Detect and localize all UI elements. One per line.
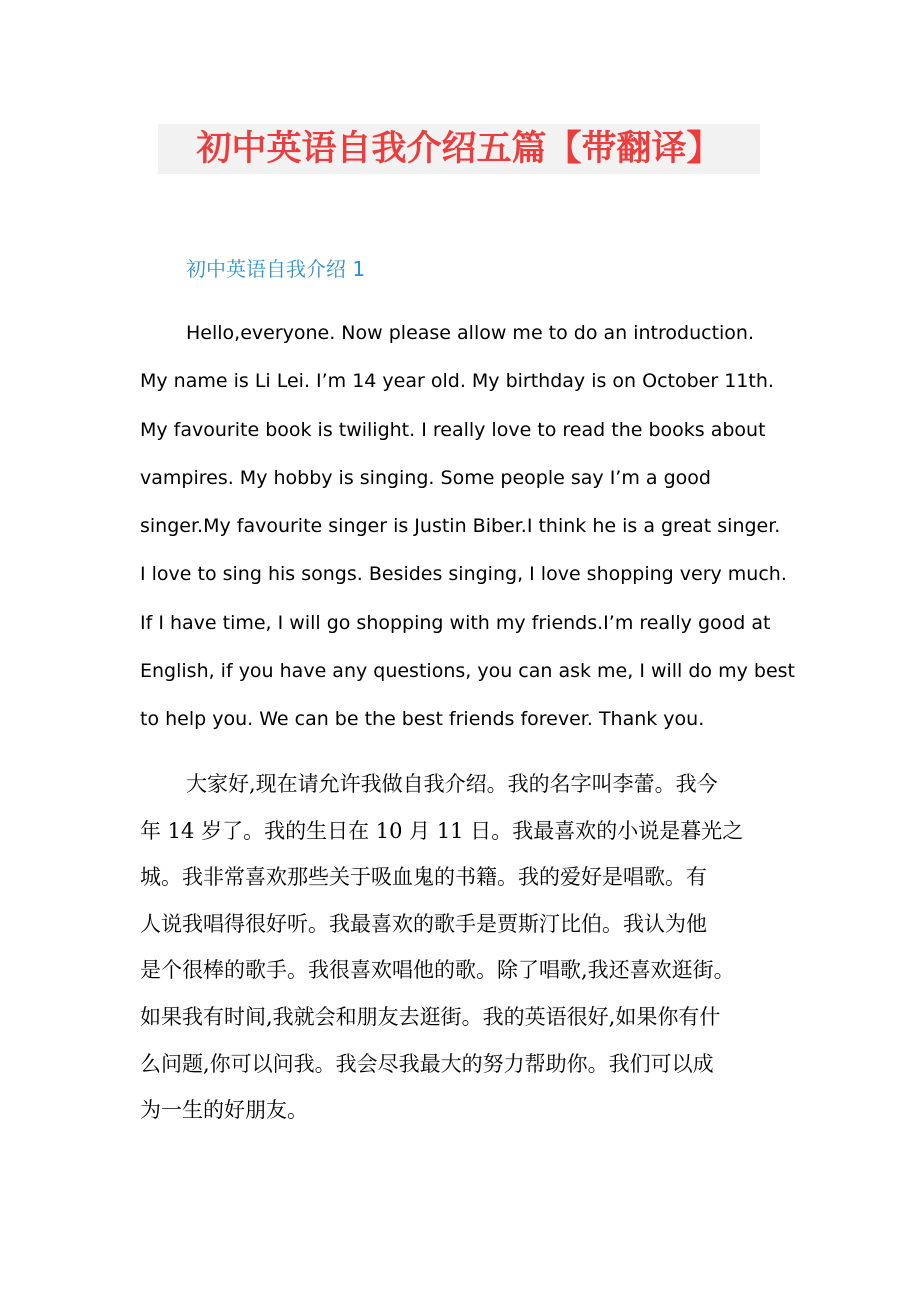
- english-line: to help you. We can be the best friends forever. Thank you.: [140, 708, 705, 731]
- english-line: If I have time, I will go shopping with my friends.I’m really good at: [140, 611, 771, 634]
- english-line: English, if you have any questions, you can ask me, I will do my best: [140, 660, 795, 683]
- chinese-line: 年 14 岁了。我的生日在 10 月 11 日。我最喜欢的小说是暮光之: [140, 818, 744, 843]
- chinese-line: 如果我有时间,我就会和朋友去逛街。我的英语很好,如果你有什: [140, 1004, 721, 1029]
- chinese-line: 是个很棒的歌手。我很喜欢唱他的歌。除了唱歌,我还喜欢逛街。: [140, 958, 735, 983]
- chinese-line: 大家好,现在请允许我做自我介绍。我的名字叫李蕾。我今: [186, 772, 718, 796]
- english-line: singer.My favourite singer is Justin Biber.I think he is a great singer.: [140, 515, 781, 538]
- chinese-paragraph: [140, 767, 790, 1140]
- chinese-line: 城。我非常喜欢那些关于吸血鬼的书籍。我的爱好是唱歌。有: [140, 865, 707, 890]
- chinese-line: 人说我唱得很好听。我最喜欢的歌手是贾斯汀比伯。我认为他: [140, 911, 707, 936]
- chinese-line: 为一生的好朋友。: [140, 1098, 308, 1123]
- section-heading: 初中英语自我介绍 1: [186, 257, 366, 281]
- english-line: vampires. My hobby is singing. Some people say I’m a good: [140, 466, 711, 489]
- english-line: I love to sing his songs. Besides singing, I love shopping very much.: [140, 563, 787, 586]
- document-title: 初中英语自我介绍五篇【带翻译】: [158, 124, 760, 174]
- chinese-line: 么问题,你可以问我。我会尽我最大的努力帮助你。我们可以成: [140, 1051, 714, 1076]
- english-paragraph: [140, 316, 795, 751]
- english-line: My favourite book is twilight. I really love to read the books about: [140, 418, 766, 441]
- english-line: Hello,everyone. Now please allow me to do an introduction.: [186, 322, 755, 344]
- english-line: My name is Li Lei. I’m 14 year old. My birthday is on October 11th.: [140, 370, 774, 393]
